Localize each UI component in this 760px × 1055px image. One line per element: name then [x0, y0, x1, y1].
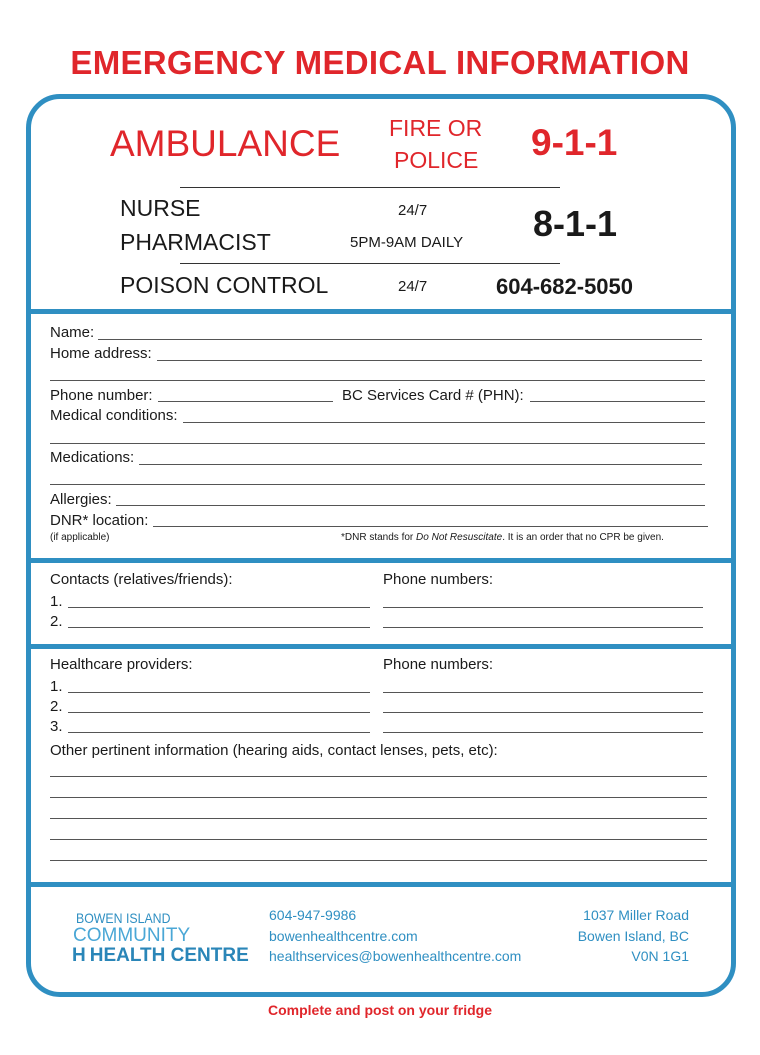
- provider-phone-field-3[interactable]: [383, 732, 703, 733]
- other-info-field-line4[interactable]: [50, 839, 707, 840]
- poison-hours: 24/7: [398, 278, 428, 295]
- contact-phone-field-1[interactable]: [383, 607, 703, 608]
- section-divider: [26, 644, 736, 649]
- fire-label-line2: POLICE: [394, 147, 479, 173]
- dnr-footnote: *DNR stands for Do Not Resuscitate. It is an order that no CPR be given.: [341, 532, 664, 543]
- medical-conditions-label: Medical conditions:: [50, 407, 178, 424]
- logo-line-2: COMMUNITY: [73, 925, 191, 946]
- provider-name-field-2[interactable]: [68, 712, 370, 713]
- pharmacist-hours: 5PM-9AM DAILY: [350, 234, 464, 251]
- dnr-location-label: DNR* location:: [50, 512, 149, 529]
- emergency-number: 9-1-1: [531, 122, 618, 163]
- other-info-label: Other pertinent information (hearing aids, contact lenses, pets, etc):: [50, 742, 498, 759]
- section-divider: [26, 309, 736, 314]
- medications-field-line2[interactable]: [50, 484, 705, 485]
- if-applicable-note: (if applicable): [50, 532, 110, 543]
- allergies-label: Allergies:: [50, 491, 112, 508]
- footer-address-line3: V0N 1G1: [631, 948, 689, 964]
- bc-services-card-field[interactable]: [530, 401, 705, 402]
- medical-conditions-field[interactable]: [183, 422, 705, 423]
- other-info-field-line3[interactable]: [50, 818, 707, 819]
- logo-line-3: H HEALTH CENTRE: [72, 945, 249, 966]
- contacts-phone-label: Phone numbers:: [383, 571, 494, 588]
- footer-address-line2: Bowen Island, BC: [577, 928, 689, 944]
- contact-name-field-1[interactable]: [68, 607, 370, 608]
- logo-line-1: BOWEN ISLAND: [76, 910, 171, 926]
- phone-number-label: Phone number:: [50, 387, 153, 404]
- contact-number-2: 2.: [50, 613, 63, 630]
- other-info-field-line2[interactable]: [50, 797, 707, 798]
- provider-name-field-3[interactable]: [68, 732, 370, 733]
- footer-website[interactable]: bowenhealthcentre.com: [269, 928, 418, 944]
- provider-phone-field-2[interactable]: [383, 712, 703, 713]
- contacts-label: Contacts (relatives/friends):: [50, 571, 233, 588]
- page-title: EMERGENCY MEDICAL INFORMATION: [70, 44, 690, 81]
- separator-line: [180, 187, 560, 188]
- footer-address-line1: 1037 Miller Road: [583, 907, 689, 923]
- pharmacist-label: PHARMACIST: [120, 229, 271, 255]
- dnr-location-field[interactable]: [153, 526, 708, 527]
- allergies-field[interactable]: [116, 505, 705, 506]
- provider-number-2: 2.: [50, 698, 63, 715]
- provider-phone-field-1[interactable]: [383, 692, 703, 693]
- provider-name-field-1[interactable]: [68, 692, 370, 693]
- contact-number-1: 1.: [50, 593, 63, 610]
- provider-number-1: 1.: [50, 678, 63, 695]
- poison-control-label: POISON CONTROL: [120, 272, 329, 298]
- name-label: Name:: [50, 324, 95, 341]
- logo-h-mark: H: [72, 945, 86, 966]
- fire-label-line1: FIRE OR: [389, 115, 483, 141]
- healthcare-providers-label: Healthcare providers:: [50, 656, 193, 673]
- section-divider: [26, 558, 736, 563]
- name-field[interactable]: [98, 339, 702, 340]
- bc-services-card-label: BC Services Card # (PHN):: [342, 387, 524, 404]
- contact-phone-field-2[interactable]: [383, 627, 703, 628]
- nurse-label: NURSE: [120, 195, 201, 221]
- home-address-label: Home address:: [50, 345, 152, 362]
- providers-phone-label: Phone numbers:: [383, 656, 494, 673]
- ambulance-label: AMBULANCE: [110, 123, 341, 164]
- medications-field[interactable]: [139, 464, 702, 465]
- home-address-field[interactable]: [157, 360, 702, 361]
- poison-control-number: 604-682-5050: [496, 274, 634, 299]
- separator-line: [180, 263, 560, 264]
- medical-conditions-field-line2[interactable]: [50, 443, 705, 444]
- home-address-field-line2[interactable]: [50, 380, 705, 381]
- footer-email[interactable]: healthservices@bowenhealthcentre.com: [269, 948, 522, 964]
- bottom-note: Complete and post on your fridge: [267, 1002, 492, 1018]
- other-info-field-line1[interactable]: [50, 776, 707, 777]
- section-divider: [26, 882, 736, 887]
- nurse-hours: 24/7: [398, 202, 428, 219]
- provider-number-3: 3.: [50, 718, 63, 735]
- other-info-field-line5[interactable]: [50, 860, 707, 861]
- footer-phone: 604-947-9986: [269, 907, 357, 923]
- medications-label: Medications:: [50, 449, 135, 466]
- contact-name-field-2[interactable]: [68, 627, 370, 628]
- phone-number-field[interactable]: [158, 401, 333, 402]
- health-link-number: 8-1-1: [533, 203, 618, 244]
